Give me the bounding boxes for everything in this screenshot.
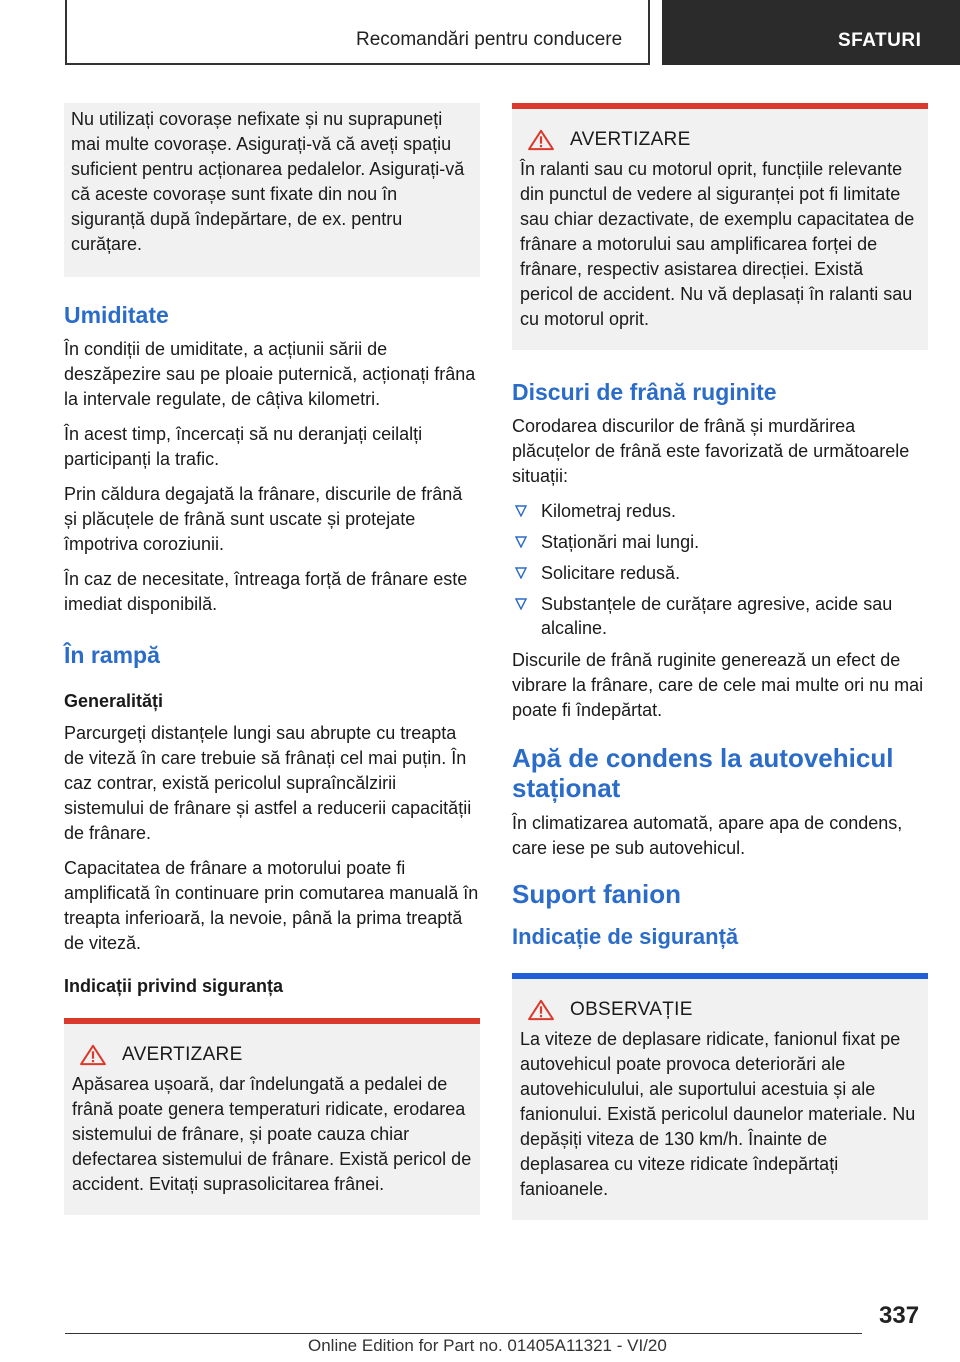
warning-triangle-icon	[78, 1044, 108, 1066]
umiditate-p4: În caz de necesitate, întreaga forță de frânare este imediat disponibilă.	[64, 569, 468, 614]
triangle-bullet-icon	[515, 505, 527, 517]
umiditate-p3: Prin căldura degajată la frânare, discurile de frână și plăcuțele de frână sunt uscate și protejate împotriva coroziunii.	[64, 484, 463, 554]
intro-note-box	[64, 103, 480, 277]
left-column	[64, 103, 480, 1215]
subheading-generalitati: Generalități	[64, 691, 164, 711]
triangle-bullet-icon	[515, 598, 527, 610]
warning-triangle-icon	[526, 129, 556, 151]
list-item: Kilometraj redus.	[512, 499, 928, 523]
rampa-p1: Parcurgeți distanțele lungi sau abrupte cu treapta de viteză în care trebuie să frânați cel mai puțin. În caz contrar, există pericolul supraîncălzirii sistemului de frânare și astfel a reducerii capacității de frânare.	[64, 723, 472, 843]
triangle-bullet-icon	[515, 536, 527, 548]
subheading-indicatie-siguranta: Indicație de siguranță	[512, 924, 739, 949]
warning-triangle-icon	[526, 999, 556, 1021]
page-number: 337	[879, 1302, 920, 1329]
notice-text: La viteze de deplasare ridicate, fanionul fixat pe autovehicul poate provoca deteriorări ale autovehiculului, ale suportului acestuia și ale fanionului. Există pericolul daunelor materiale. Nu depășiți viteza de 130 km/h. Înainte de deplasarea cu viteze ridicate îndepărtați fanioanele.	[520, 1029, 916, 1199]
footer-rule	[65, 1333, 862, 1334]
list-item: Staționări mai lungi.	[512, 530, 928, 554]
heading-discuri: Discuri de frână ruginite	[512, 379, 777, 405]
notice-title: OBSERVAȚIE	[570, 999, 693, 1020]
intro-note-text: Nu utilizați covorașe nefixate și nu suprapuneți mai multe covorașe. Asigurați-vă că aveți spațiu suficient pentru acționarea pedalelor. Asigurați-vă că aceste covorașe sunt fixate din nou în siguranță după îndepărtare, de ex. pentru curățare.	[71, 109, 465, 254]
umiditate-p2: În acest timp, încercați să nu deranjați ceilalți participanți la trafic.	[64, 424, 423, 469]
footer-edition: Online Edition for Part no. 01405A11321 - VI/20	[308, 1336, 667, 1355]
heading-umiditate: Umiditate	[64, 302, 169, 328]
discuri-p2: Discurile de frână ruginite generează un efect de vibrare la frânare, care de cele mai multe ori nu mai poate fi îndepărtat.	[512, 650, 924, 720]
warning-title: AVERTIZARE	[122, 1044, 243, 1065]
right-column	[512, 103, 928, 1220]
umiditate-p1: În condiții de umiditate, a acțiunii sării de deszăpezire sau pe ploaie puternică, acționați frâna la intervale regulate, de câțiva kilometri.	[64, 339, 476, 409]
discuri-p1: Corodarea discurilor de frână și murdărirea plăcuțelor de frână este favorizată de următoarele situații:	[512, 416, 910, 486]
subheading-indicatii-siguranta: Indicații privind siguranța	[64, 976, 284, 996]
list-item: Solicitare redusă.	[512, 561, 928, 585]
chapter-title: Recomandări pentru conducere	[356, 29, 623, 50]
heading-fanion: Suport fanion	[512, 879, 681, 909]
warning-box-brakes	[64, 1018, 480, 1215]
list-item: Substanțele de curățare agresive, acide sau alcaline.	[512, 592, 928, 640]
section-label: SFATURI	[838, 30, 922, 51]
heading-condens: Apă de condens la autovehicul staționat	[512, 743, 894, 803]
condens-p1: În climatizarea automată, apare apa de condens, care iese pe sub autovehicul.	[512, 813, 903, 858]
warning-text: Apăsarea ușoară, dar îndelungată a pedalei de frână poate genera temperaturi ridicate, erodarea sistemului de frânare, și poate cauza chiar defectarea sistemului de frânare. Există pericol de accident. Evitați suprasolicitarea frânei.	[72, 1074, 472, 1194]
discuri-list	[512, 499, 928, 640]
heading-rampa: În rampă	[64, 642, 160, 668]
warning-text: În ralanti sau cu motorul oprit, funcțiile relevante din punctul de vedere al siguranței pot fi limitate sau chiar dezactivate, de exemplu capacitatea de frânare a motorului sau amplificarea forței de frânare, respectiv asistarea direcției. Există pericol de accident. Nu vă deplasați în ralanti sau cu motorul oprit.	[520, 159, 915, 329]
header-right-rule	[648, 0, 650, 65]
warning-box-ralanti	[512, 103, 928, 350]
header-left-rule	[65, 0, 67, 65]
header-bottom-rule	[65, 63, 650, 65]
notice-box-fanion	[512, 973, 928, 1220]
triangle-bullet-icon	[515, 567, 527, 579]
rampa-p2: Capacitatea de frânare a motorului poate fi amplificată în continuare prin comutarea manuală în treapta inferioară, la nevoie, până la prima treaptă de viteză.	[64, 858, 479, 953]
warning-title: AVERTIZARE	[570, 129, 691, 150]
